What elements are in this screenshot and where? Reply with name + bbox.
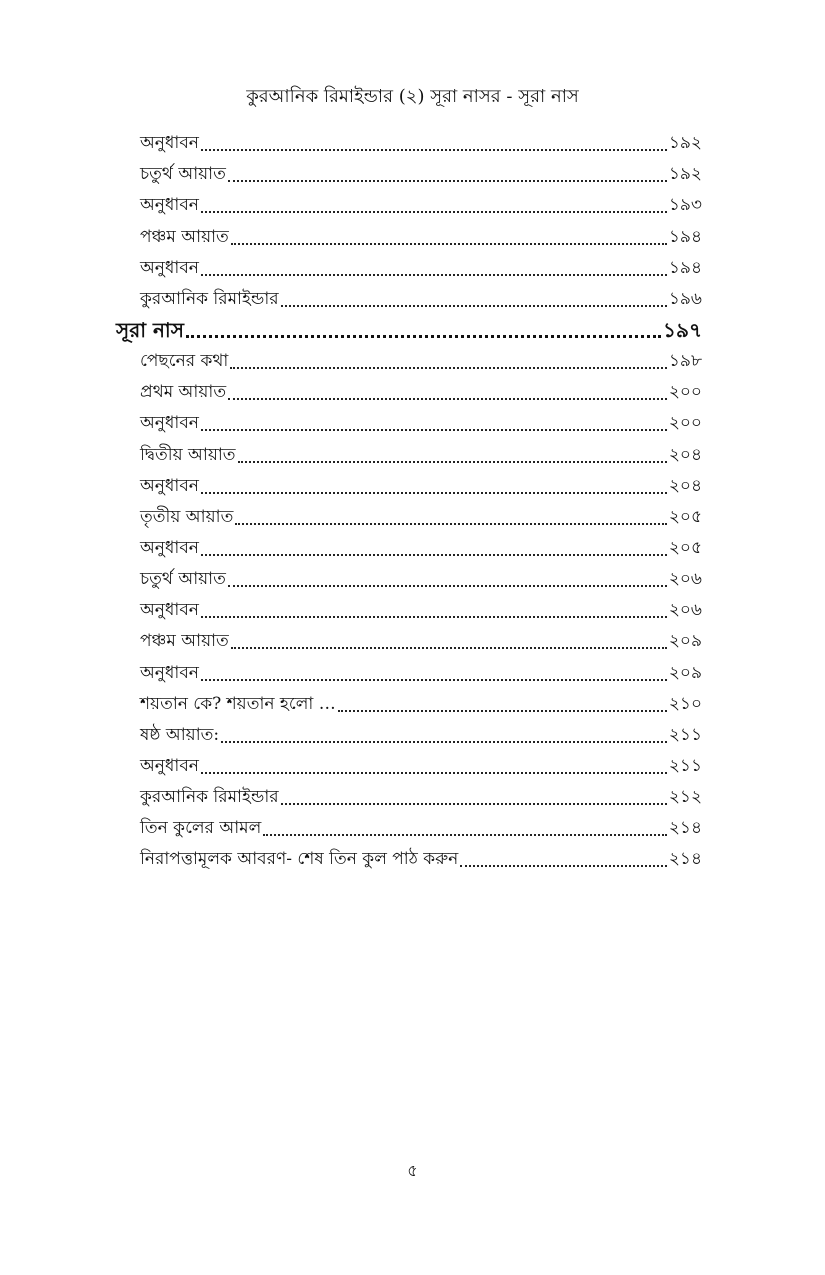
toc-entry-page: ১৯৭ — [663, 317, 702, 342]
toc-entry-page: ২০০ — [668, 382, 702, 403]
toc-entry — [116, 653, 702, 684]
toc-entry — [116, 373, 702, 404]
toc-entry-page: ২০৬ — [668, 569, 702, 590]
toc-entry — [116, 280, 702, 311]
dot-leader — [201, 131, 667, 151]
page-number: ৫ — [407, 1161, 418, 1180]
toc-entry-title: শয়তান কে? শয়তান হলো … — [140, 693, 336, 714]
dot-leader — [201, 754, 667, 774]
dot-leader — [201, 193, 667, 213]
toc-entry-page: ১৯২ — [668, 133, 702, 154]
toc-entry-title: অনুধাবন — [140, 475, 199, 496]
toc-entry-page: ২০৪ — [668, 444, 702, 465]
toc-entry-page: ২১০ — [668, 693, 702, 714]
toc-entry — [116, 404, 702, 435]
toc-entry-page: ১৯৬ — [668, 288, 702, 309]
dot-leader — [201, 536, 667, 556]
dot-leader — [201, 661, 667, 681]
toc-entry-page: ২০৬ — [668, 600, 702, 621]
dot-leader — [231, 629, 667, 649]
dot-leader — [460, 847, 667, 867]
toc-entry-page: ২১১ — [668, 755, 702, 776]
toc-entry — [116, 249, 702, 280]
dot-leader — [281, 287, 667, 307]
toc-entry-title: পেছনের কথা — [140, 351, 229, 372]
toc-entry-title: চতুর্থ আয়াত — [140, 569, 226, 590]
dot-leader — [238, 443, 667, 463]
toc-entry-title: অনুধাবন — [140, 600, 199, 621]
toc-entry — [116, 809, 702, 840]
toc-entry-page: ২১৪ — [668, 849, 702, 870]
dot-leader — [235, 505, 667, 525]
toc-entry-page: ২১২ — [668, 787, 702, 808]
dot-leader — [201, 598, 667, 618]
dot-leader — [230, 349, 667, 369]
dot-leader — [281, 785, 667, 805]
toc-entry-title: কুরআনিক রিমাইন্ডার — [140, 787, 279, 808]
toc-entry — [116, 186, 702, 217]
toc-entry-title: অনুধাবন — [140, 195, 199, 216]
toc-entry — [116, 560, 702, 591]
toc-entry — [116, 498, 702, 529]
dot-leader — [186, 317, 661, 338]
toc-entry-page: ২১৪ — [668, 818, 702, 839]
toc-entry-title: অনুধাবন — [140, 413, 199, 434]
toc-entry — [116, 716, 702, 747]
toc-entry-page: ১৯৪ — [668, 257, 702, 278]
toc-entry-title: অনুধাবন — [140, 537, 199, 558]
toc-entry — [116, 840, 702, 871]
dot-leader — [201, 256, 667, 276]
toc-entry-page: ২০০ — [668, 413, 702, 434]
toc-entry-title: তিন কুলের আমল — [140, 818, 262, 839]
toc-entry — [116, 529, 702, 560]
running-header: কুরআনিক রিমাইন্ডার (২) সূরা নাসর - সূরা নাস — [246, 86, 579, 107]
toc-entry-page: ২১১ — [668, 724, 702, 745]
dot-leader — [228, 567, 667, 587]
toc-entry — [116, 591, 702, 622]
toc-entry-page: ১৯২ — [668, 164, 702, 185]
toc-entry — [116, 747, 702, 778]
toc-entry — [116, 467, 702, 498]
toc-entry — [116, 778, 702, 809]
toc-entry-page: ১৯৪ — [668, 226, 702, 247]
toc-entry-title: পঞ্চম আয়াত — [140, 226, 229, 247]
toc-entry-title: নিরাপত্তামূলক আবরণ- শেষ তিন কুল পাঠ করুন — [140, 849, 459, 870]
toc-entry — [116, 685, 702, 716]
dot-leader — [201, 474, 667, 494]
dot-leader — [201, 411, 667, 431]
toc-entry — [116, 124, 702, 155]
toc-entry-title: অনুধাবন — [140, 133, 199, 154]
toc-entry — [116, 435, 702, 466]
toc-entry-title: কুরআনিক রিমাইন্ডার — [140, 288, 279, 309]
toc-entry — [116, 622, 702, 653]
toc-entry-title: অনুধাবন — [140, 755, 199, 776]
toc-entry-title: চতুর্থ আয়াত — [140, 164, 226, 185]
dot-leader — [228, 162, 667, 182]
toc-entry-page: ২০৯ — [668, 631, 702, 652]
toc-entry — [116, 342, 702, 373]
toc-entry-page: ১৯৩ — [668, 195, 702, 216]
dot-leader — [221, 723, 667, 743]
toc-entry-page: ২০৯ — [668, 662, 702, 683]
dot-leader — [231, 225, 667, 245]
toc-entry-title: পঞ্চম আয়াত — [140, 631, 229, 652]
toc-entry-page: ২০৫ — [668, 506, 702, 527]
toc-entry — [116, 217, 702, 248]
toc-entry-title: ষষ্ঠ আয়াত: — [140, 724, 220, 745]
toc-entry-title: তৃতীয় আয়াত — [140, 506, 234, 527]
toc-entry-title: সূরা নাস — [116, 317, 184, 342]
toc-entry-page: ১৯৮ — [668, 351, 702, 372]
toc-entry-page: ২০৪ — [668, 475, 702, 496]
toc-entry-title: প্রথম আয়াত — [140, 382, 227, 403]
dot-leader — [228, 380, 667, 400]
toc-entry-page: ২০৫ — [668, 537, 702, 558]
toc-entry-title: অনুধাবন — [140, 257, 199, 278]
toc-entry-title: দ্বিতীয় আয়াত — [140, 444, 236, 465]
toc-section-heading — [116, 311, 702, 342]
dot-leader — [263, 816, 667, 836]
toc-entry — [116, 155, 702, 186]
toc-entry-title: অনুধাবন — [140, 662, 199, 683]
table-of-contents — [116, 124, 702, 871]
dot-leader — [338, 692, 667, 712]
